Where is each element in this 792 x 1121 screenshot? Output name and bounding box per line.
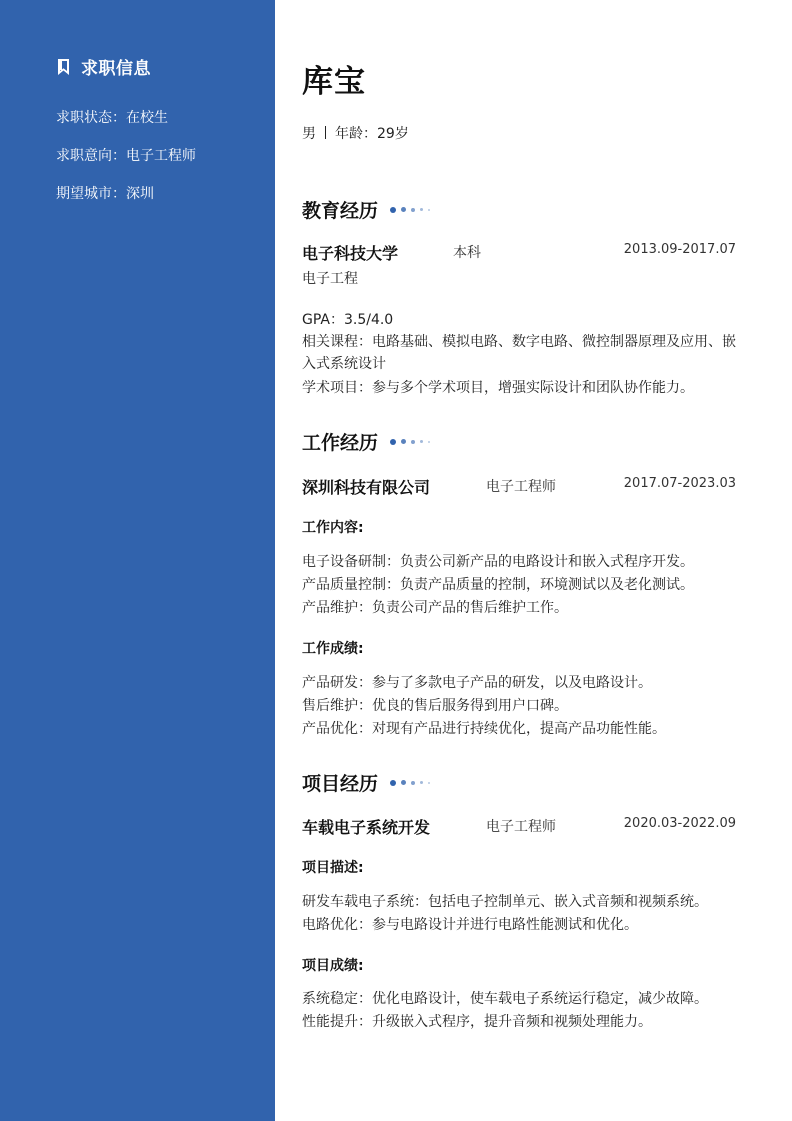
job-status: 求职状态：在校生 bbox=[56, 110, 168, 126]
courses: 相关课程：电路基础、模拟电路、数字电路、微控制器原理及应用、嵌入式系统设计 bbox=[302, 334, 736, 372]
list-item: 产品质量控制：负责产品质量的控制，环境测试以及老化测试。 bbox=[302, 577, 694, 593]
project-role: 电子工程师 bbox=[486, 819, 556, 835]
dots-decoration bbox=[390, 439, 435, 445]
education-row bbox=[302, 241, 736, 263]
work-row bbox=[302, 475, 736, 497]
list-item: 产品维护：负责公司产品的售后维护工作。 bbox=[302, 600, 568, 616]
project-results-title: 项目成绩: bbox=[302, 958, 364, 974]
list-item: 售后维护：优良的售后服务得到用户口碑。 bbox=[302, 698, 568, 714]
education-date: 2013.09-2017.07 bbox=[623, 242, 736, 257]
dots-decoration bbox=[390, 207, 435, 213]
academic-projects: 学术项目：参与多个学术项目，增强实际设计和团队协作能力。 bbox=[302, 380, 694, 396]
sidebar-heading-text: 求职信息 bbox=[81, 59, 151, 79]
list-item: 电路优化：参与电路设计并进行电路性能测试和优化。 bbox=[302, 917, 638, 933]
candidate-name: 库宝 bbox=[302, 64, 366, 100]
gpa: GPA：3.5/4.0 bbox=[302, 312, 394, 328]
section-title-work bbox=[302, 428, 435, 455]
list-item: 性能提升：升级嵌入式程序，提升音频和视频处理能力。 bbox=[302, 1014, 652, 1030]
work-role: 电子工程师 bbox=[486, 479, 556, 495]
work-date: 2017.07-2023.03 bbox=[623, 476, 736, 491]
section-title-project bbox=[302, 769, 435, 796]
sidebar bbox=[0, 0, 275, 1121]
list-item: 研发车载电子系统：包括电子控制单元、嵌入式音频和视频系统。 bbox=[302, 894, 708, 910]
age: 年龄：29岁 bbox=[335, 126, 409, 142]
project-name: 车载电子系统开发 bbox=[302, 818, 431, 837]
basic-info bbox=[302, 123, 409, 143]
degree: 本科 bbox=[453, 245, 481, 261]
section-title-text: 工作经历 bbox=[302, 432, 379, 454]
job-intent: 求职意向：电子工程师 bbox=[56, 148, 196, 164]
school-name: 电子科技大学 bbox=[302, 244, 399, 263]
sidebar-heading bbox=[56, 54, 151, 79]
work-content-title: 工作内容: bbox=[302, 520, 364, 536]
section-title-text: 项目经历 bbox=[302, 773, 379, 795]
section-title-education bbox=[302, 196, 435, 223]
list-item: 产品研发：参与了多款电子产品的研发，以及电路设计。 bbox=[302, 675, 652, 691]
gender: 男 bbox=[302, 126, 316, 142]
expected-city: 期望城市：深圳 bbox=[56, 186, 154, 202]
list-item: 系统稳定：优化电路设计，使车载电子系统运行稳定，减少故障。 bbox=[302, 991, 708, 1007]
bookmark-icon bbox=[56, 58, 72, 76]
project-desc-title: 项目描述: bbox=[302, 860, 364, 876]
work-achievements-title: 工作成绩: bbox=[302, 641, 364, 657]
list-item: 电子设备研制：负责公司新产品的电路设计和嵌入式程序开发。 bbox=[302, 554, 694, 570]
section-title-text: 教育经历 bbox=[302, 200, 379, 222]
dots-decoration bbox=[390, 780, 435, 786]
project-row bbox=[302, 815, 736, 837]
major: 电子工程 bbox=[302, 271, 358, 287]
project-date: 2020.03-2022.09 bbox=[623, 816, 736, 831]
list-item: 产品优化：对现有产品进行持续优化，提高产品功能性能。 bbox=[302, 721, 666, 737]
company-name: 深圳科技有限公司 bbox=[302, 478, 431, 497]
divider bbox=[325, 126, 326, 139]
